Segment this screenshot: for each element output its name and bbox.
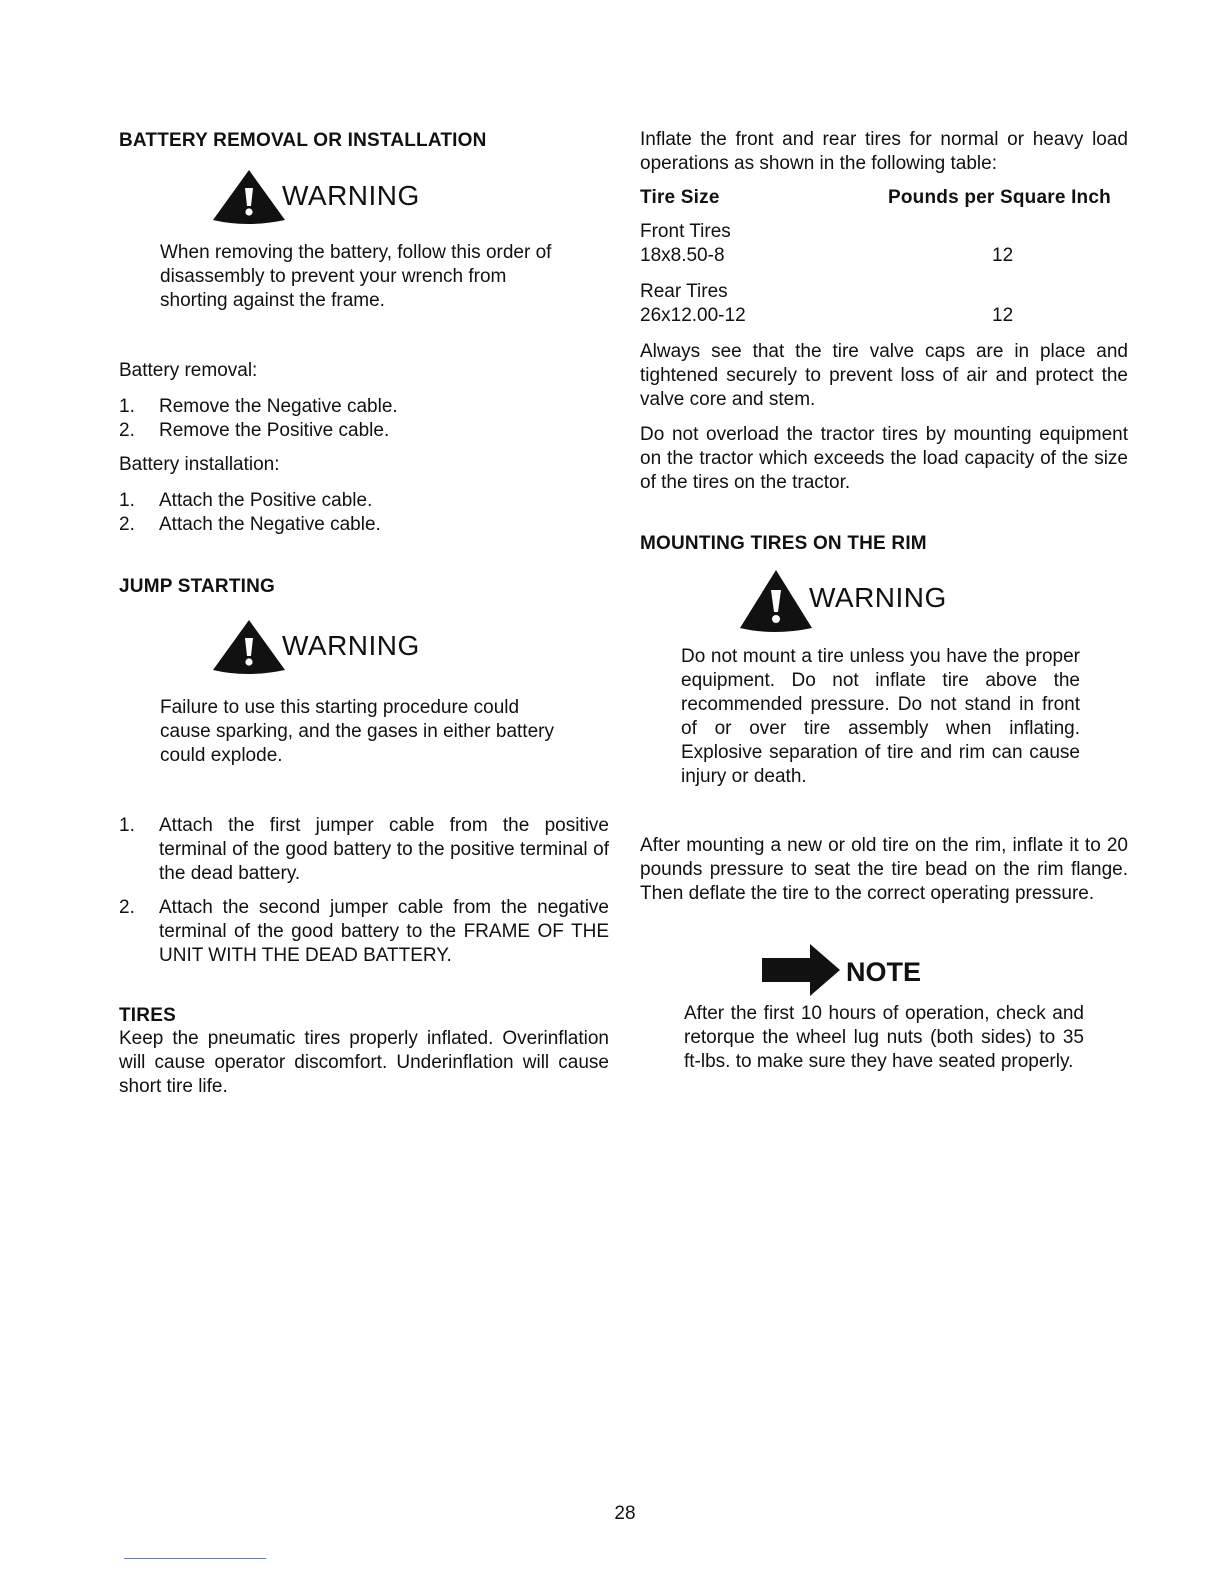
section-heading-mounting: MOUNTING TIRES ON THE RIM <box>640 533 927 554</box>
overload-text: Do not overload the tractor tires by mounting equipment on the tractor which exceeds the load capacity of the size of the tires on the tractor. <box>640 424 1128 493</box>
warning-header-mounting <box>734 566 947 636</box>
warning-triangle-icon <box>207 616 287 676</box>
arrow-right-icon <box>760 942 842 998</box>
table-header-psi: Pounds per Square Inch <box>888 187 1111 208</box>
warning-triangle-icon <box>734 566 814 636</box>
warning-text-mounting: Do not mount a tire unless you have the proper equipment. Do not inflate tire above the recommended pressure. Do not stand in front of or over tire assembly when inflating. Explosive separation of tire and rim can cause injury or death. <box>681 646 1080 787</box>
page-number: 28 <box>614 1503 636 1524</box>
tire-pressure-table <box>640 186 1128 328</box>
note-header <box>760 942 921 998</box>
table-header-tire-size: Tire Size <box>640 187 720 208</box>
warning-title: WARNING <box>282 180 420 211</box>
warning-text-jump: Failure to use this starting procedure could cause sparking, and the gases in either battery could explode. <box>160 697 554 766</box>
table-group-label: Rear Tires <box>640 281 728 302</box>
battery-installation-list <box>119 489 609 537</box>
battery-removal-label: Battery removal: <box>119 360 258 381</box>
note-title: NOTE <box>846 957 922 987</box>
section-heading-battery: BATTERY REMOVAL OR INSTALLATION <box>119 130 487 151</box>
after-mounting-text: After mounting a new or old tire on the rim, inflate it to 20 pounds pressure to seat the tire bead on the rim flange. Then deflate the tire to the correct operating pressure. <box>640 835 1128 904</box>
footer-rule <box>124 1558 266 1559</box>
note-text: After the first 10 hours of operation, check and retorque the wheel lug nuts (both sides) to 35 ft-lbs. to make sure they have seated properly. <box>684 1003 1084 1072</box>
list-item: 2. Remove the Positive cable. <box>119 420 390 441</box>
warning-title: WARNING <box>809 582 947 613</box>
list-item: 2. Attach the second jumper cable from the negative terminal of the good battery to the FRAME OF THE UNIT WITH THE DEAD BATTERY. <box>119 897 609 966</box>
warning-title: WARNING <box>282 630 420 661</box>
inflate-intro: Inflate the front and rear tires for normal or heavy load operations as shown in the following table: <box>640 129 1128 174</box>
table-row: 26x12.00-12 12 <box>640 305 1014 326</box>
warning-triangle-icon <box>207 166 287 226</box>
table-header-row <box>640 186 1128 210</box>
warning-header-jump <box>207 616 420 676</box>
list-item: 1. Remove the Negative cable. <box>119 396 398 417</box>
list-item: 1. Attach the Positive cable. <box>119 490 373 511</box>
jump-steps-list <box>119 814 609 968</box>
section-heading-jump-starting: JUMP STARTING <box>119 576 276 597</box>
warning-text-battery: When removing the battery, follow this order of disassembly to prevent your wrench from shorting against the frame. <box>160 242 552 311</box>
list-item: 1. Attach the first jumper cable from the positive terminal of the good battery to the positive terminal of the dead battery. <box>119 815 609 884</box>
tires-text: Keep the pneumatic tires properly inflated. Overinflation will cause operator discomfort. Underinflation will cause short tire life. <box>119 1028 609 1097</box>
battery-removal-list <box>119 395 609 443</box>
section-heading-tires: TIRES <box>119 1005 176 1026</box>
table-row: 18x8.50-8 12 <box>640 245 1014 266</box>
valve-caps-text: Always see that the tire valve caps are in place and tightened securely to prevent loss of air and protect the valve core and stem. <box>640 341 1128 410</box>
warning-header-battery <box>207 166 420 226</box>
list-item: 2. Attach the Negative cable. <box>119 514 381 535</box>
table-group-label: Front Tires <box>640 221 731 242</box>
battery-installation-label: Battery installation: <box>119 454 280 475</box>
